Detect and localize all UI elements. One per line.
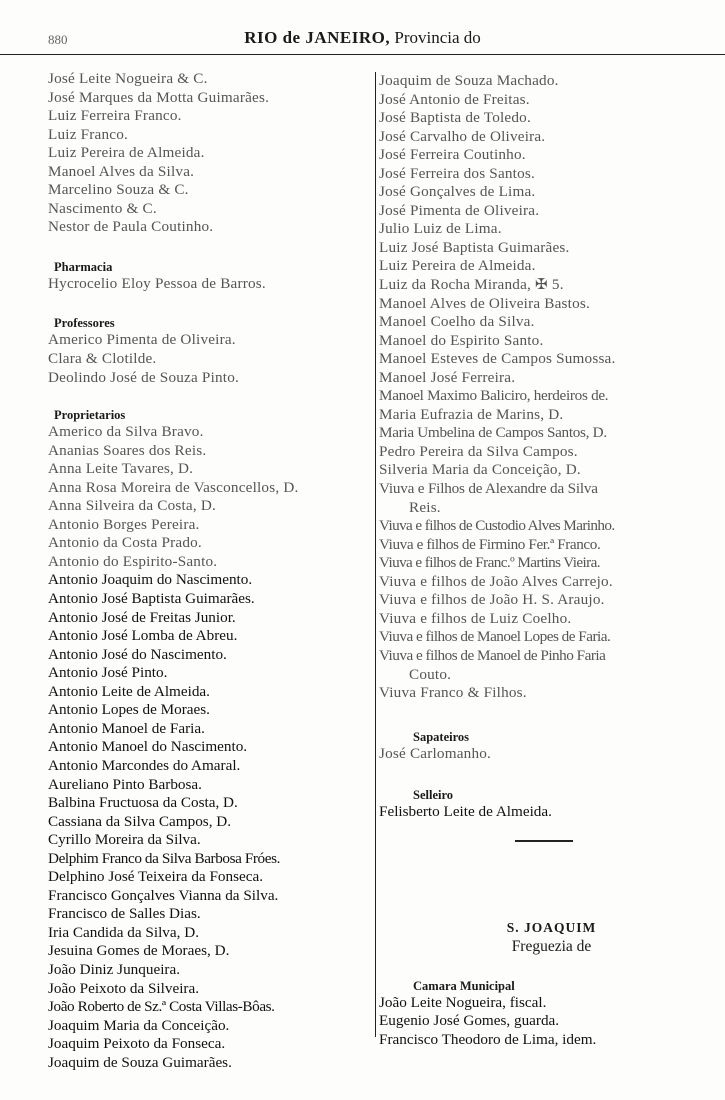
list-item: Aureliano Pinto Barbosa.: [48, 775, 202, 793]
list-item: Antonio Manoel de Faria.: [48, 719, 205, 737]
list-item: José Carlomanho.: [379, 744, 492, 762]
section-heading-professores: Professores: [54, 316, 115, 331]
list-item: Clara & Clotilde.: [48, 350, 157, 368]
list-item: Antonio José Pinto.: [48, 664, 168, 682]
running-head-province: Provincia do: [394, 28, 481, 47]
list-item: José Gonçalves de Lima.: [379, 183, 536, 201]
list-item: Viuva Franco & Filhos.: [379, 684, 527, 702]
list-item: Luiz Franco.: [48, 125, 128, 143]
proprietarios-list: [48, 423, 374, 1072]
list-item: Antonio do Espirito-Santo.: [48, 552, 218, 570]
list-item: Iria Candida da Silva, D.: [48, 923, 199, 941]
list-item: Viuva e filhos de Manoel Lopes de Faria.: [379, 628, 611, 646]
list-item: Julio Luiz de Lima.: [379, 220, 502, 238]
section-heading-pharmacia: Pharmacia: [54, 259, 113, 274]
list-item: José Pimenta de Oliveira.: [379, 201, 540, 219]
list-item: Eugenio José Gomes, guarda.: [379, 1012, 560, 1030]
list-item: Nascimento & C.: [48, 199, 157, 217]
list-item: Viuva e filhos de Franc.º Martins Vieira.: [379, 554, 600, 572]
list-item: Anna Leite Tavares, D.: [48, 460, 194, 478]
list-item: José Ferreira Coutinho.: [379, 146, 526, 164]
list-item: Maria Eufrazia de Marins, D.: [379, 405, 564, 423]
list-item: João Peixoto da Silveira.: [48, 979, 200, 997]
list-item: Cyrillo Moreira da Silva.: [48, 831, 201, 849]
list-item: Antonio Joaquim do Nascimento.: [48, 571, 253, 589]
list-item: Joaquim Peixoto da Fonseca.: [48, 1035, 226, 1053]
running-head: [0, 28, 725, 48]
list-item: Pedro Pereira da Silva Campos.: [379, 442, 578, 460]
list-item: Manoel do Espirito Santo.: [379, 331, 544, 349]
list-item: Maria Umbelina de Campos Santos, D.: [379, 424, 607, 442]
list-item-continuation: Reis.: [409, 498, 441, 516]
list-item: Joaquim de Souza Guimarães.: [48, 1053, 232, 1071]
list-item: Americo Pimenta de Oliveira.: [48, 331, 236, 349]
list-item: Viuva e filhos de João H. S. Araujo.: [379, 591, 605, 609]
list-item: Hycrocelio Eloy Pessoa de Barros.: [48, 274, 266, 292]
list-item: Silveria Maria da Conceição, D.: [379, 461, 581, 479]
list-item: Antonio Lopes de Moraes.: [48, 701, 210, 719]
list-item: Luiz Pereira de Almeida.: [48, 144, 205, 162]
list-item: Viuva e filhos de Firmino Fer.ª Franco.: [379, 535, 601, 553]
list-item: Francisco de Salles Dias.: [48, 905, 201, 923]
list-item: Manoel Maximo Baliciro, herdeiros de.: [379, 387, 609, 405]
list-item: Joaquim de Souza Machado.: [379, 72, 559, 89]
list-item: Delphim Franco da Silva Barbosa Fróes.: [48, 849, 280, 867]
list-item: Francisco Gonçalves Vianna da Silva.: [48, 886, 279, 904]
list-item: Antonio José Lomba de Abreu.: [48, 627, 238, 645]
right-column: [375, 72, 694, 1048]
list-item: Anna Rosa Moreira de Vasconcellos, D.: [48, 478, 299, 496]
list-item: Jesuina Gomes de Moraes, D.: [48, 942, 230, 960]
list-item: Viuva e filhos de João Alves Carrejo.: [379, 572, 613, 590]
list-item: Viuva e filhos de Custodio Alves Marinho.: [379, 517, 615, 535]
list-item: Delphino José Teixeira da Fonseca.: [48, 868, 264, 886]
list-item: Antonio Borges Pereira.: [48, 515, 200, 533]
left-column: [48, 70, 374, 1072]
list-item: Antonio José de Freitas Junior.: [48, 608, 236, 626]
page-number: 880: [48, 32, 68, 47]
list-item: Deolindo José de Souza Pinto.: [48, 368, 239, 386]
list-item: José Antonio de Freitas.: [379, 90, 530, 108]
list-item-continuation: Couto.: [409, 665, 452, 683]
list-item: Manoel José Ferreira.: [379, 368, 516, 386]
list-item: Manoel Coelho da Silva.: [379, 313, 535, 331]
list-item: Luiz Pereira de Almeida.: [379, 257, 536, 275]
list-item: Antonio José do Nascimento.: [48, 645, 227, 663]
list-item: Joaquim Maria da Conceição.: [48, 1016, 230, 1034]
list-item: Francisco Theodoro de Lima, idem.: [379, 1030, 597, 1048]
list-item: Ananias Soares dos Reis.: [48, 441, 207, 459]
list-item: Viuva e Filhos de Alexandre da Silva: [379, 480, 598, 498]
list-item: Luiz da Rocha Miranda, ✠ 5.: [379, 276, 564, 294]
list-item: Felisberto Leite de Almeida.: [379, 803, 552, 821]
list-item: José Baptista de Toledo.: [379, 109, 531, 127]
list-item: Anna Silveira da Costa, D.: [48, 497, 217, 515]
section-heading-selleiro: Selleiro: [413, 788, 454, 803]
list-item: Antonio da Costa Prado.: [48, 534, 202, 552]
section-subtitle: Freguezia de: [511, 937, 592, 955]
list-item: Balbina Fructuosa da Costa, D.: [48, 794, 238, 812]
list-item: Americo da Silva Bravo.: [48, 423, 204, 441]
list-item: Manoel Alves de Oliveira Bastos.: [379, 294, 590, 312]
list-item: José Leite Nogueira & C.: [48, 70, 208, 87]
running-head-city: RIO de JANEIRO,: [244, 28, 391, 47]
list-item: João Leite Nogueira, fiscal.: [379, 993, 547, 1011]
list-item: Manoel Alves da Silva.: [48, 162, 195, 180]
list-item: Nestor de Paula Coutinho.: [48, 218, 214, 236]
list-item: Luiz Ferreira Franco.: [48, 107, 182, 125]
right-names-list: [379, 72, 694, 703]
list-item: Antonio Manoel do Nascimento.: [48, 738, 248, 756]
section-title-s-joaquim: S. JOAQUIM: [506, 919, 597, 935]
section-heading-camara-municipal: Camara Municipal: [413, 978, 515, 993]
list-item: Cassiana da Silva Campos, D.: [48, 812, 232, 830]
list-item: Antonio Marcondes do Amaral.: [48, 756, 241, 774]
list-item: José Carvalho de Oliveira.: [379, 127, 546, 145]
list-item: João Diniz Junqueira.: [48, 960, 181, 978]
list-item: João Roberto de Sz.ª Costa Villas-Bôas.: [48, 998, 275, 1016]
intro-list: [48, 70, 374, 237]
list-item: Viuva e filhos de Luiz Coelho.: [379, 609, 572, 627]
list-item: José Ferreira dos Santos.: [379, 164, 536, 182]
list-item: Manoel Esteves de Campos Sumossa.: [379, 350, 616, 368]
list-item: Antonio Leite de Almeida.: [48, 682, 210, 700]
list-item: Viuva e filhos de Manoel de Pinho Faria: [379, 646, 606, 664]
section-heading-sapateiros: Sapateiros: [413, 729, 470, 744]
section-heading-proprietarios: Proprietarios: [54, 408, 126, 423]
list-item: Antonio José Baptista Guimarães.: [48, 590, 255, 608]
page-header: [0, 26, 725, 55]
list-item: José Marques da Motta Guimarães.: [48, 88, 270, 106]
list-item: Luiz José Baptista Guimarães.: [379, 238, 570, 256]
list-item: Marcelino Souza & C.: [48, 181, 189, 199]
